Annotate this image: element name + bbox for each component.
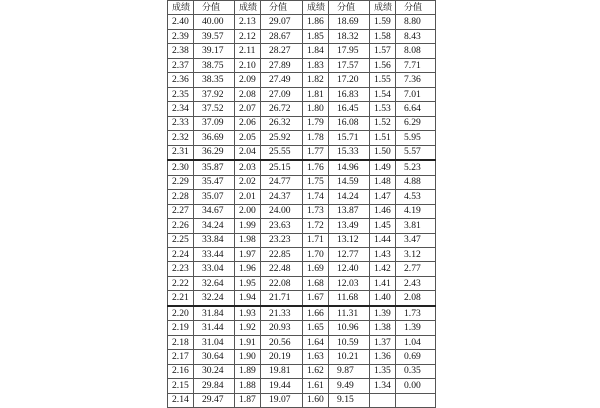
cell-score: 1.51: [370, 131, 396, 145]
cell-points: 35.07: [194, 190, 235, 204]
cell-points: 28.67: [261, 29, 303, 43]
cell-points: 31.44: [194, 321, 235, 335]
table-row: [168, 160, 436, 175]
cell-points: 15.33: [329, 145, 370, 160]
cell-score: 1.48: [370, 175, 396, 189]
cell-score: 1.70: [303, 247, 329, 261]
table-row: [168, 116, 436, 130]
table-row: [168, 291, 436, 306]
cell-points: 39.57: [194, 29, 235, 43]
cell-score: 2.17: [168, 350, 194, 364]
cell-points: 19.81: [261, 364, 303, 378]
table-row: [168, 204, 436, 218]
cell-points: 10.21: [329, 350, 370, 364]
cell-points: 4.53: [396, 190, 436, 204]
cell-points: 5.23: [396, 160, 436, 175]
cell-points: 8.43: [396, 29, 436, 43]
cell-points: 23.23: [261, 233, 303, 247]
cell-score: 1.39: [370, 306, 396, 321]
cell-score: 1.77: [303, 145, 329, 160]
cell-score: 1.99: [235, 219, 261, 233]
cell-score: 2.35: [168, 87, 194, 101]
cell-score: 2.26: [168, 219, 194, 233]
table-row: [168, 15, 436, 29]
cell-score: 1.42: [370, 262, 396, 276]
cell-points: 9.87: [329, 364, 370, 378]
cell-score: 1.53: [370, 102, 396, 116]
cell-score: 2.20: [168, 306, 194, 321]
cell-points: 23.63: [261, 219, 303, 233]
cell-points: 40.00: [194, 15, 235, 29]
cell-points: 16.83: [329, 87, 370, 101]
cell-score: 2.38: [168, 44, 194, 58]
cell-points: 33.04: [194, 262, 235, 276]
cell-score: 1.98: [235, 233, 261, 247]
cell-points: 15.71: [329, 131, 370, 145]
cell-score: 2.40: [168, 15, 194, 29]
cell-points: 3.47: [396, 233, 436, 247]
cell-points: 0.35: [396, 364, 436, 378]
cell-points: 38.75: [194, 58, 235, 72]
cell-points: 30.64: [194, 350, 235, 364]
cell-points: 30.24: [194, 364, 235, 378]
cell-points: 17.20: [329, 73, 370, 87]
cell-points: 16.08: [329, 116, 370, 130]
cell-score: 1.65: [303, 321, 329, 335]
cell-points: 12.40: [329, 262, 370, 276]
cell-score: 2.11: [235, 44, 261, 58]
cell-points: 21.71: [261, 291, 303, 306]
cell-score: 1.90: [235, 350, 261, 364]
cell-score: [370, 393, 396, 407]
cell-score: 1.84: [303, 44, 329, 58]
cell-score: 1.78: [303, 131, 329, 145]
cell-score: 1.87: [235, 393, 261, 407]
cell-points: 20.93: [261, 321, 303, 335]
cell-points: 13.12: [329, 233, 370, 247]
cell-points: 17.57: [329, 58, 370, 72]
header-points: 分值: [261, 1, 303, 15]
cell-score: 2.04: [235, 145, 261, 160]
cell-score: 2.34: [168, 102, 194, 116]
cell-points: 7.71: [396, 58, 436, 72]
header-score: 成绩: [235, 1, 261, 15]
cell-score: 2.01: [235, 190, 261, 204]
cell-score: 1.52: [370, 116, 396, 130]
cell-score: 1.97: [235, 247, 261, 261]
cell-points: 8.08: [396, 44, 436, 58]
cell-points: 11.31: [329, 306, 370, 321]
cell-points: 10.59: [329, 335, 370, 349]
cell-score: 1.46: [370, 204, 396, 218]
header-points: 分值: [329, 1, 370, 15]
cell-points: 36.69: [194, 131, 235, 145]
cell-score: 1.35: [370, 364, 396, 378]
cell-points: 26.32: [261, 116, 303, 130]
cell-points: 13.87: [329, 204, 370, 218]
cell-score: 1.54: [370, 87, 396, 101]
cell-score: 2.03: [235, 160, 261, 175]
header-score: 成绩: [370, 1, 396, 15]
cell-points: 14.96: [329, 160, 370, 175]
table-row: [168, 145, 436, 160]
cell-points: 2.08: [396, 291, 436, 306]
cell-points: 37.52: [194, 102, 235, 116]
cell-score: 2.08: [235, 87, 261, 101]
cell-points: 3.12: [396, 247, 436, 261]
cell-score: 1.95: [235, 276, 261, 290]
cell-points: 28.27: [261, 44, 303, 58]
cell-score: 1.76: [303, 160, 329, 175]
cell-points: 1.04: [396, 335, 436, 349]
cell-score: 1.64: [303, 335, 329, 349]
header-score: 成绩: [303, 1, 329, 15]
cell-score: 1.62: [303, 364, 329, 378]
cell-score: 1.79: [303, 116, 329, 130]
cell-score: 2.12: [235, 29, 261, 43]
cell-points: 7.01: [396, 87, 436, 101]
cell-score: 1.71: [303, 233, 329, 247]
cell-score: 1.45: [370, 219, 396, 233]
cell-score: 1.68: [303, 276, 329, 290]
cell-points: 13.49: [329, 219, 370, 233]
cell-points: 32.64: [194, 276, 235, 290]
table-row: [168, 73, 436, 87]
cell-score: 1.81: [303, 87, 329, 101]
header-points: 分值: [194, 1, 235, 15]
cell-points: 38.35: [194, 73, 235, 87]
cell-points: 36.29: [194, 145, 235, 160]
cell-points: 4.88: [396, 175, 436, 189]
cell-points: 35.87: [194, 160, 235, 175]
cell-score: 1.94: [235, 291, 261, 306]
cell-score: 2.13: [235, 15, 261, 29]
cell-points: 1.39: [396, 321, 436, 335]
cell-points: 24.00: [261, 204, 303, 218]
cell-score: 1.47: [370, 190, 396, 204]
cell-points: 12.77: [329, 247, 370, 261]
cell-points: 26.72: [261, 102, 303, 116]
cell-score: 2.14: [168, 393, 194, 407]
cell-points: 18.69: [329, 15, 370, 29]
cell-score: 1.57: [370, 44, 396, 58]
cell-points: 34.67: [194, 204, 235, 218]
cell-points: 14.59: [329, 175, 370, 189]
cell-score: 2.05: [235, 131, 261, 145]
cell-points: 24.77: [261, 175, 303, 189]
cell-points: 0.00: [396, 379, 436, 393]
cell-score: 1.34: [370, 379, 396, 393]
cell-score: 1.49: [370, 160, 396, 175]
cell-points: [396, 393, 436, 407]
cell-points: 29.84: [194, 379, 235, 393]
cell-score: 1.41: [370, 276, 396, 290]
cell-score: 2.21: [168, 291, 194, 306]
cell-score: 2.36: [168, 73, 194, 87]
cell-score: 1.88: [235, 379, 261, 393]
cell-score: 1.83: [303, 58, 329, 72]
cell-points: 27.49: [261, 73, 303, 87]
cell-score: 1.89: [235, 364, 261, 378]
cell-points: 6.29: [396, 116, 436, 130]
cell-score: 1.86: [303, 15, 329, 29]
cell-points: 11.68: [329, 291, 370, 306]
table-header-row: [168, 1, 436, 15]
table-row: [168, 87, 436, 101]
cell-score: 1.55: [370, 73, 396, 87]
cell-score: 1.58: [370, 29, 396, 43]
cell-score: 2.37: [168, 58, 194, 72]
table-row: [168, 262, 436, 276]
cell-points: 6.64: [396, 102, 436, 116]
cell-points: 25.92: [261, 131, 303, 145]
table-row: [168, 379, 436, 393]
cell-score: 1.66: [303, 306, 329, 321]
cell-score: 1.85: [303, 29, 329, 43]
cell-score: 1.37: [370, 335, 396, 349]
cell-points: 9.15: [329, 393, 370, 407]
cell-score: 2.24: [168, 247, 194, 261]
cell-points: 17.95: [329, 44, 370, 58]
cell-score: 2.00: [235, 204, 261, 218]
cell-points: 29.47: [194, 393, 235, 407]
cell-points: 1.73: [396, 306, 436, 321]
table-row: [168, 393, 436, 407]
table-row: [168, 58, 436, 72]
cell-score: 1.80: [303, 102, 329, 116]
table-row: [168, 44, 436, 58]
cell-score: 1.36: [370, 350, 396, 364]
cell-points: 27.09: [261, 87, 303, 101]
cell-score: 1.67: [303, 291, 329, 306]
table-row: [168, 29, 436, 43]
cell-score: 2.39: [168, 29, 194, 43]
cell-points: 37.09: [194, 116, 235, 130]
cell-points: 22.85: [261, 247, 303, 261]
cell-score: 1.91: [235, 335, 261, 349]
table-row: [168, 306, 436, 321]
cell-points: 22.48: [261, 262, 303, 276]
cell-points: 20.19: [261, 350, 303, 364]
cell-points: 16.45: [329, 102, 370, 116]
cell-points: 14.24: [329, 190, 370, 204]
cell-score: 1.93: [235, 306, 261, 321]
cell-points: 33.44: [194, 247, 235, 261]
cell-score: 2.28: [168, 190, 194, 204]
table-row: [168, 102, 436, 116]
cell-score: 1.75: [303, 175, 329, 189]
cell-score: 1.44: [370, 233, 396, 247]
cell-score: 1.69: [303, 262, 329, 276]
cell-score: 2.19: [168, 321, 194, 335]
cell-score: 2.22: [168, 276, 194, 290]
cell-points: 2.43: [396, 276, 436, 290]
cell-points: 19.44: [261, 379, 303, 393]
cell-points: 22.08: [261, 276, 303, 290]
table-row: [168, 175, 436, 189]
table-row: [168, 131, 436, 145]
cell-score: 1.96: [235, 262, 261, 276]
header-score: 成绩: [168, 1, 194, 15]
cell-points: 0.69: [396, 350, 436, 364]
table-row: [168, 321, 436, 335]
score-table-body: [168, 1, 436, 408]
cell-points: 31.84: [194, 306, 235, 321]
cell-score: 2.25: [168, 233, 194, 247]
cell-score: 2.10: [235, 58, 261, 72]
cell-points: 2.77: [396, 262, 436, 276]
header-points: 分值: [396, 1, 436, 15]
table-row: [168, 247, 436, 261]
cell-points: 31.04: [194, 335, 235, 349]
cell-score: 2.07: [235, 102, 261, 116]
table-row: [168, 364, 436, 378]
cell-points: 34.24: [194, 219, 235, 233]
cell-points: 27.89: [261, 58, 303, 72]
cell-points: 32.24: [194, 291, 235, 306]
cell-score: 1.61: [303, 379, 329, 393]
cell-points: 37.92: [194, 87, 235, 101]
cell-points: 5.57: [396, 145, 436, 160]
table-row: [168, 233, 436, 247]
table-row: [168, 219, 436, 233]
table-row: [168, 350, 436, 364]
cell-points: 24.37: [261, 190, 303, 204]
cell-points: 21.33: [261, 306, 303, 321]
cell-points: 20.56: [261, 335, 303, 349]
score-conversion-table: [167, 0, 436, 408]
cell-points: 39.17: [194, 44, 235, 58]
cell-points: 19.07: [261, 393, 303, 407]
cell-score: 2.06: [235, 116, 261, 130]
cell-points: 7.36: [396, 73, 436, 87]
cell-points: 18.32: [329, 29, 370, 43]
cell-points: 9.49: [329, 379, 370, 393]
cell-score: 1.74: [303, 190, 329, 204]
cell-score: 1.92: [235, 321, 261, 335]
table-row: [168, 276, 436, 290]
cell-points: 29.07: [261, 15, 303, 29]
cell-score: 1.43: [370, 247, 396, 261]
table-row: [168, 190, 436, 204]
cell-score: 2.29: [168, 175, 194, 189]
cell-score: 1.60: [303, 393, 329, 407]
cell-score: 1.56: [370, 58, 396, 72]
cell-points: 5.95: [396, 131, 436, 145]
cell-score: 1.73: [303, 204, 329, 218]
cell-score: 1.50: [370, 145, 396, 160]
cell-points: 3.81: [396, 219, 436, 233]
table-row: [168, 335, 436, 349]
cell-points: 8.80: [396, 15, 436, 29]
cell-score: 1.63: [303, 350, 329, 364]
cell-score: 2.33: [168, 116, 194, 130]
cell-score: 2.09: [235, 73, 261, 87]
cell-score: 2.31: [168, 145, 194, 160]
cell-points: 25.55: [261, 145, 303, 160]
cell-points: 4.19: [396, 204, 436, 218]
cell-points: 33.84: [194, 233, 235, 247]
cell-points: 12.03: [329, 276, 370, 290]
cell-score: 1.38: [370, 321, 396, 335]
cell-score: 1.40: [370, 291, 396, 306]
cell-points: 25.15: [261, 160, 303, 175]
cell-score: 2.18: [168, 335, 194, 349]
cell-score: 2.32: [168, 131, 194, 145]
cell-score: 2.23: [168, 262, 194, 276]
cell-score: 1.72: [303, 219, 329, 233]
cell-score: 2.27: [168, 204, 194, 218]
cell-points: 35.47: [194, 175, 235, 189]
cell-score: 2.15: [168, 379, 194, 393]
cell-score: 2.02: [235, 175, 261, 189]
cell-score: 2.30: [168, 160, 194, 175]
cell-points: 10.96: [329, 321, 370, 335]
cell-score: 2.16: [168, 364, 194, 378]
cell-score: 1.82: [303, 73, 329, 87]
cell-score: 1.59: [370, 15, 396, 29]
